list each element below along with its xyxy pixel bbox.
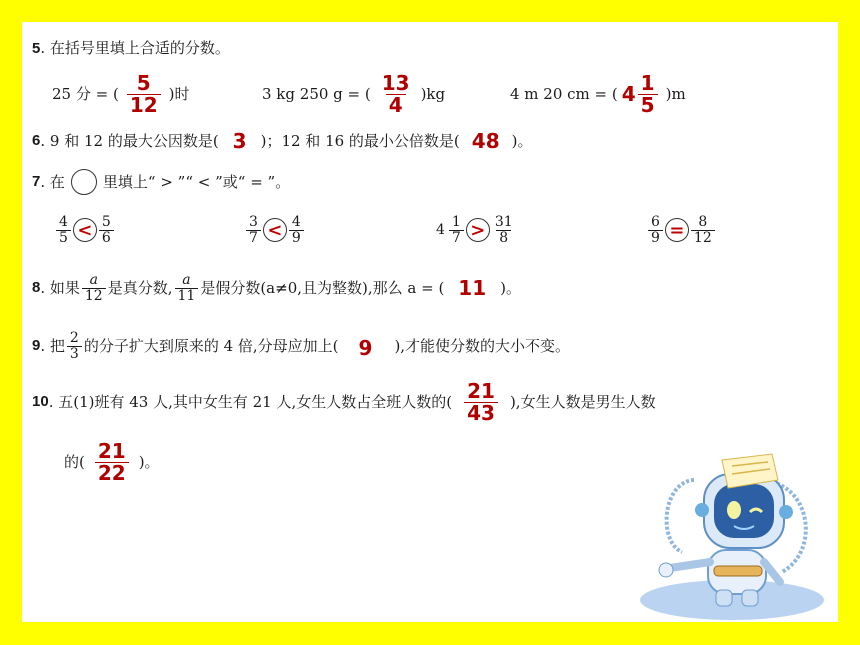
q7-1-left-den: 5 — [56, 230, 71, 246]
q5b-suffix: )kg — [420, 85, 446, 103]
worksheet — [22, 22, 838, 622]
q10-a1-num: 21 — [467, 378, 495, 403]
q5a-prefix: 25 分 = ( — [52, 85, 119, 103]
q9-number: 9 — [32, 337, 41, 354]
q6-text1: . 9 和 12 的最大公因数是( — [40, 132, 219, 150]
q5-part-b — [262, 66, 445, 122]
q9-text1: . 把 — [40, 337, 65, 355]
q5b-den: 4 — [386, 94, 406, 116]
q7-4-right — [691, 215, 715, 245]
q7-1-left — [56, 215, 71, 245]
q7-1-left-num: 4 — [59, 213, 68, 230]
q5c-answer — [638, 70, 658, 117]
q7-number: 7 — [32, 173, 41, 190]
q10-line1 — [32, 374, 656, 430]
q10-answer-2 — [95, 438, 129, 485]
q5c-den: 5 — [638, 94, 658, 116]
q8-number: 8 — [32, 279, 41, 296]
q7-item-4 — [646, 208, 717, 252]
q7-2-right — [289, 215, 304, 245]
q7-3-left-den: 7 — [449, 230, 464, 246]
q7-3-left — [449, 215, 464, 245]
q5b-prefix: 3 kg 250 g = ( — [262, 85, 371, 103]
q8-f2-num: a — [182, 271, 191, 288]
q7-3-symbol: > — [466, 218, 490, 242]
q7-item-3 — [436, 208, 518, 252]
q7-title — [32, 168, 290, 196]
q7-text1: . 在 — [40, 173, 65, 191]
q7-4-right-den: 12 — [691, 230, 715, 246]
q5c-num: 1 — [640, 70, 655, 95]
q7-item-2 — [244, 208, 306, 252]
robot-mascot-illustration — [622, 432, 836, 622]
q7-1-right-num: 5 — [101, 213, 111, 230]
q8 — [32, 266, 521, 310]
q7-1-right-den: 6 — [99, 230, 114, 246]
q7-2-symbol: < — [263, 218, 287, 242]
q10-a2-den: 22 — [95, 462, 129, 484]
q7-3-left-whole: 4 — [436, 222, 445, 238]
q5c-whole: 4 — [621, 82, 636, 106]
q9-f-num: 2 — [69, 329, 79, 346]
q8-f1-num: a — [89, 271, 98, 288]
q10-a1-den: 43 — [464, 402, 498, 424]
q5a-num: 5 — [136, 70, 151, 95]
q8-answer: 11 — [458, 276, 487, 300]
q10-line2 — [64, 434, 160, 490]
q8-f1-den: 12 — [82, 288, 106, 304]
q7-2-left-den: 7 — [246, 230, 261, 246]
q10-text1: . 五(1)班有 43 人,其中女生有 21 人,女生人数占全班人数的( — [48, 393, 453, 411]
q10-answer-1 — [464, 378, 498, 425]
q8-fraction-2 — [175, 273, 199, 303]
q8-text4: )。 — [500, 279, 521, 297]
q5-part-a — [52, 66, 190, 122]
q9-f-den: 3 — [67, 346, 82, 362]
q9-text2: 的分子扩大到原来的 4 倍,分母应加上( — [83, 337, 339, 355]
q8-text3: 是假分数(a≠0,且为整数),那么 a = ( — [200, 279, 445, 297]
q7-4-left — [648, 215, 663, 245]
q7-1-right — [99, 215, 114, 245]
q7-text2: 里填上“ > ”“ < ”或“ = ”。 — [102, 173, 291, 191]
q5-part-c — [510, 66, 686, 122]
q6-number: 6 — [32, 132, 41, 149]
q9 — [32, 324, 570, 368]
q5c-prefix: 4 m 20 cm = ( — [510, 85, 618, 103]
q7-4-left-num: 6 — [651, 213, 660, 230]
q9-fraction — [67, 331, 82, 361]
blank-circle-icon — [71, 169, 97, 195]
q5b-answer — [379, 70, 413, 117]
q10-text2: ),女生人数是男生人数 — [509, 393, 656, 411]
q6 — [32, 128, 532, 154]
q6-text2: )；12 和 16 的最小公倍数是( — [260, 132, 460, 150]
q7-3-right — [492, 215, 516, 245]
q9-answer: 9 — [358, 336, 373, 360]
q8-fraction-1 — [82, 273, 106, 303]
q7-3-right-num: 31 — [494, 213, 513, 230]
q8-f2-den: 11 — [175, 288, 199, 304]
q8-text1: . 如果 — [40, 279, 80, 297]
q5-number: 5 — [32, 40, 41, 57]
q10-a2-num: 21 — [97, 438, 126, 463]
q10-number: 10 — [32, 393, 49, 410]
q10-text3: 的( — [64, 453, 85, 471]
q7-2-right-num: 4 — [291, 213, 301, 230]
q5-title — [32, 38, 230, 59]
q7-3-left-num: 1 — [451, 213, 461, 230]
q7-4-right-num: 8 — [698, 213, 708, 230]
q5a-suffix: )时 — [168, 85, 190, 103]
q5b-num: 13 — [381, 70, 410, 95]
q5a-den: 12 — [127, 94, 161, 116]
q7-2-left-num: 3 — [249, 213, 258, 230]
q7-item-1 — [54, 208, 116, 252]
q8-text2: 是真分数, — [107, 279, 173, 297]
q7-2-right-den: 9 — [289, 230, 304, 246]
q7-4-symbol: = — [665, 218, 689, 242]
q7-3-right-den: 8 — [496, 230, 511, 246]
q5a-answer — [127, 70, 161, 117]
q6-answer1: 3 — [232, 129, 247, 153]
q9-text3: ),才能使分数的大小不变。 — [394, 337, 571, 355]
q5-title-text: . 在括号里填上合适的分数。 — [40, 39, 230, 57]
q10-text4: )。 — [138, 453, 160, 471]
q7-1-symbol: < — [73, 218, 97, 242]
q7-2-left — [246, 215, 261, 245]
q6-text3: )。 — [511, 132, 533, 150]
q7-4-left-den: 9 — [648, 230, 663, 246]
q5c-suffix: )m — [665, 85, 686, 103]
q6-answer2: 48 — [471, 129, 500, 153]
